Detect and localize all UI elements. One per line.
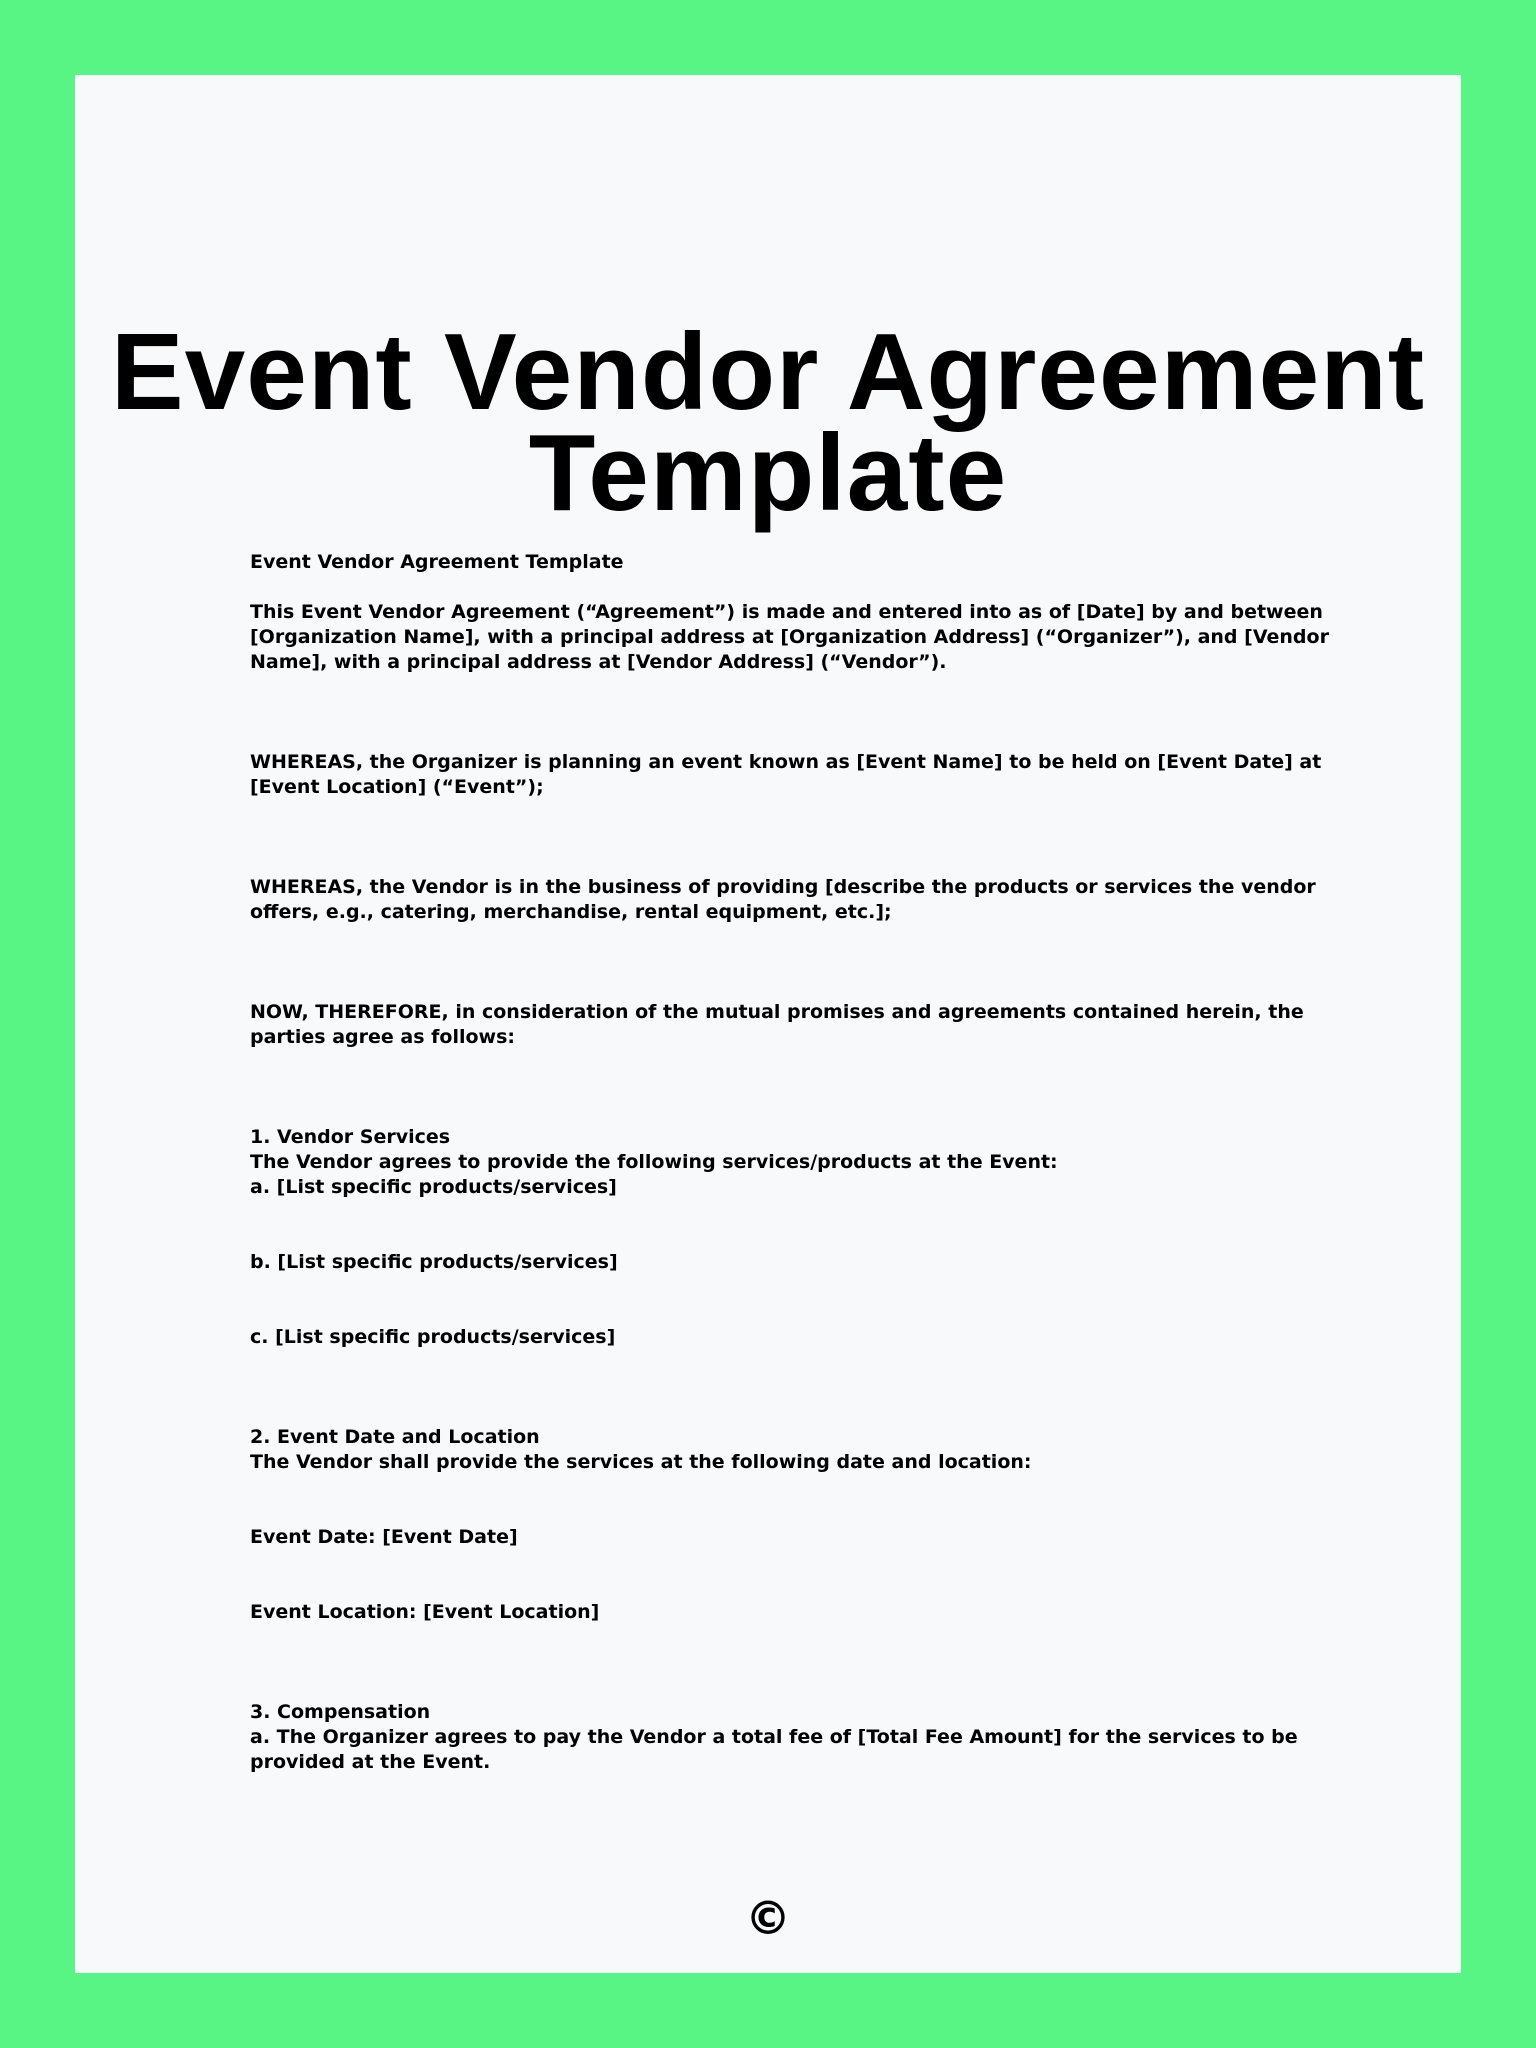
title-line-2: Template <box>528 412 1008 534</box>
vendor-services-item-c: c. [List specific products/services] <box>250 1326 616 1348</box>
section-heading-date-location: 2. Event Date and Location <box>250 1426 540 1448</box>
compensation-item-a: a. The Organizer agrees to pay the Vendor a total fee of [Total Fee Amount] for the services to be provided at the Event. <box>250 1726 1298 1773</box>
copyright-icon: © <box>745 1891 791 1945</box>
document-body <box>250 550 1370 1775</box>
document-page <box>75 75 1461 1973</box>
event-location-line: Event Location: [Event Location] <box>250 1601 600 1623</box>
therefore-paragraph: NOW, THEREFORE, in consideration of the mutual promises and agreements contained herein, the parties agree as follows: <box>250 1001 1304 1048</box>
date-location-text: The Vendor shall provide the services at the following date and location: <box>250 1451 1032 1473</box>
vendor-services-text: The Vendor agrees to provide the following services/products at the Event: <box>250 1151 1058 1173</box>
body-heading: Event Vendor Agreement Template <box>250 551 624 573</box>
vendor-services-item-b: b. [List specific products/services] <box>250 1251 618 1273</box>
whereas-paragraph-2: WHEREAS, the Vendor is in the business of providing [describe the products or services the vendor offers, e.g., catering, merchandise, rental equipment, etc.]; <box>250 876 1316 923</box>
whereas-paragraph-1: WHEREAS, the Organizer is planning an event known as [Event Name] to be held on [Event Date] at [Event Location] (“Event”); <box>250 751 1322 798</box>
event-date-line: Event Date: [Event Date] <box>250 1526 518 1548</box>
document-title <box>75 311 1461 534</box>
title-line-1: Event Vendor Agreement <box>110 311 1426 433</box>
intro-paragraph: This Event Vendor Agreement (“Agreement”) is made and entered into as of [Date] by and between [Organization Name], with a principal address at [Organization Address] (“Organizer”), and [Vendor Name], with a principal address at [Vendor Address] (“Vendor”). <box>250 601 1329 673</box>
section-heading-vendor-services: 1. Vendor Services <box>250 1126 451 1148</box>
vendor-services-item-a: a. [List specific products/services] <box>250 1176 617 1198</box>
section-heading-compensation: 3. Compensation <box>250 1701 431 1723</box>
